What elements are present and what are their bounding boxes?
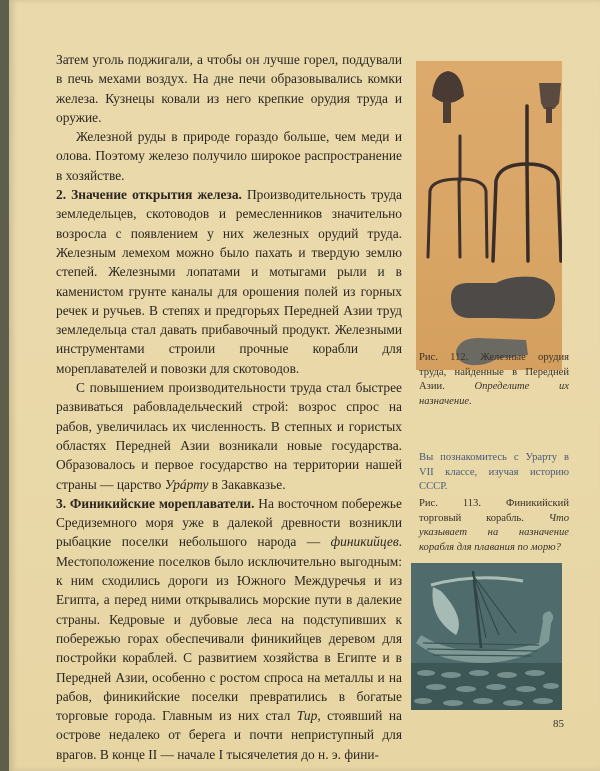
phoenician-ship-figure — [411, 563, 562, 710]
figure-113-caption — [419, 497, 569, 555]
paragraph-text: На восточном побережье Средиземного моря уже в далекой древности возникли рыбацкие поселки небольшого народа — — [56, 495, 402, 550]
figure-113-caption-text: Рис. 113. Финикийский торговый корабль. — [419, 498, 569, 524]
body-paragraph — [56, 50, 402, 127]
body-paragraph — [56, 127, 402, 185]
paragraph-text: С повышением производительности труда стал быстрее развиваться рабовладельческий строй: возрос спрос на рабов, увеличилась их численность. В степных и гористых областях Передней Азии возникали новые государства. Образовалось и первое государство на территории нашей страны — царство — [56, 380, 402, 492]
italic-term: финикийцев — [330, 534, 399, 550]
body-paragraph — [56, 185, 402, 378]
paragraph-text: Производительность труда земледельцев, скотоводов и ремесленников значительно возросла с появлением у них железных орудий труда. Железным лемехом можно было пахать и твердую землю степей. Железными лопатами и мотыгами рыли и в каменистом грунте каналы для орошения полей из горных речек и ручьев. В степях и предгорьях Передней Азии труд земледельца стал давать прибавочный продукт. Железными инструментами строили прочные корабли для мореплавателей и повозки для скотоводов. — [56, 187, 402, 376]
figure-112-caption-text: Рис. 112. Железные орудия труда, найденные в Передней Азии. — [419, 352, 569, 393]
body-paragraph — [56, 494, 402, 764]
figure-112-question: Определите их назначение. — [419, 381, 569, 407]
main-text-column — [56, 50, 402, 764]
paragraph-text: , стоявший на острове недалеко от берега и почти неприступный для врагов. В конце II — начале I тысячелетия до н. э. фини- — [56, 708, 402, 762]
page-number: 85 — [553, 718, 564, 730]
section-heading: 3. Финикийские мореплаватели. — [56, 495, 255, 511]
paragraph-text: Затем уголь поджигали, а чтобы он лучше горел, поддували в печь мехами воздух. На дне печи образовывались комки железа. Кузнецы ковали из него крепкие орудия труда и оружие. — [56, 52, 402, 125]
paragraph-text: . Местоположение поселков было исключительно выгодным: к ним сходились дороги из Южного Междуречья и из Египта, а перед ними открывались морские пути в далекие страны. Кедровые и дубовые леса на подступивших к побережью горах обеспечивали финикийцев деревом для постройки кораблей. С развитием хозяйства в Египте и в Передней Азии, особенно с ростом спроса на металлы и на рабов, финикийские поселки превратились в богатые торговые города. Главным из них стал — [56, 534, 402, 724]
iron-tools-image — [416, 61, 562, 370]
figure-113-question: Что указывает на назначение корабля для плавания по морю? — [419, 512, 569, 553]
body-paragraph — [56, 378, 402, 494]
italic-term: Тир — [296, 708, 318, 724]
italic-term: Урáрту — [164, 476, 209, 492]
paragraph-text: Железной руды в природе гораздо больше, чем меди и олова. Поэтому железо получило широкое распространение в хозяйстве. — [56, 129, 402, 183]
urartu-side-note: Вы познакомитесь с Урарту в VII классе, изучая историю СССР. — [419, 452, 569, 493]
paragraph-text: в Закавказье. — [208, 476, 286, 492]
section-heading: 2. Значение открытия железа. — [56, 187, 242, 203]
figure-112-caption — [419, 351, 569, 409]
phoenician-ship-image — [411, 563, 562, 710]
iron-tools-figure — [416, 61, 562, 370]
textbook-page — [9, 0, 600, 771]
